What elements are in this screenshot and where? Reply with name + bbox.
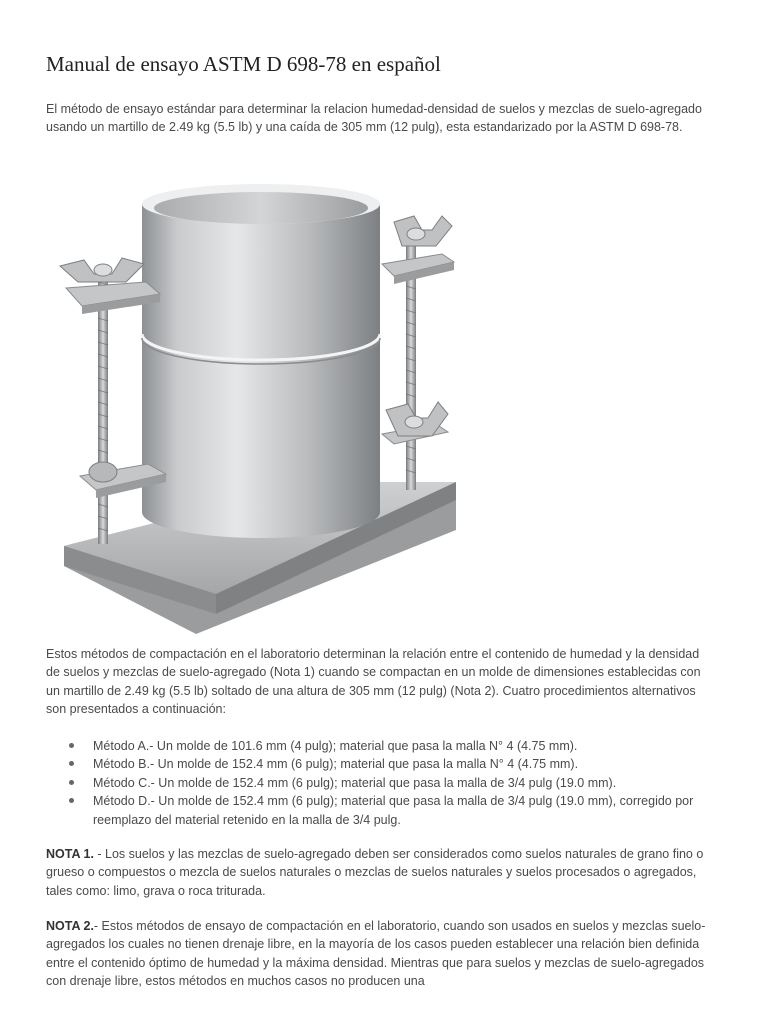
procedure-paragraph: Estos métodos de compactación en el laboratorio determinan la relación entre el contenido de humedad y la densidad de suelos y mezclas de suelo-agregado (Nota 1) cuando se compactan en un molde de dimensiones establecidas con un martillo de 2.49 kg (5.5 lb) soltado de una altura de 305 mm (12 pulg) (Nota 2). Cuatro procedimientos alternativos son presentados a continuación: bbox=[46, 647, 701, 717]
methods-list bbox=[46, 737, 714, 829]
nota-1 bbox=[46, 845, 714, 900]
intro-paragraph: El método de ensayo estándar para determinar la relacion humedad-densidad de suelos y mezclas de suelo-agregado usando un martillo de 2.49 kg (5.5 lb) y una caída de 305 mm (12 pulg), esta estandarizado por la ASTM D 698-78. bbox=[46, 102, 702, 135]
page-title: Manual de ensayo ASTM D 698-78 en español bbox=[46, 52, 441, 76]
nota-2 bbox=[46, 917, 714, 991]
bullet-icon bbox=[69, 761, 74, 766]
list-item: Método A.- Un molde de 101.6 mm (4 pulg); material que pasa la malla N° 4 (4.75 mm). bbox=[46, 737, 714, 755]
list-item: Método C.- Un molde de 152.4 mm (6 pulg); material que pasa la malla de 3/4 pulg (19.0 mm). bbox=[46, 774, 714, 792]
list-item: Método D.- Un molde de 152.4 mm (6 pulg); material que pasa la malla de 3/4 pulg (19.0 mm), corregido por reemplazo del material retenido en la malla de 3/4 pulg. bbox=[46, 792, 714, 829]
nota-1-label: NOTA 1. bbox=[46, 847, 94, 861]
nota-2-label: NOTA 2. bbox=[46, 919, 94, 933]
list-item: Método B.- Un molde de 152.4 mm (6 pulg); material que pasa la malla N° 4 (4.75 mm). bbox=[46, 755, 714, 773]
bullet-icon bbox=[69, 780, 74, 785]
bullet-icon bbox=[69, 743, 74, 748]
nota-1-text: - Los suelos y las mezclas de suelo-agregado deben ser considerados como suelos naturales de grano fino o grueso o compuestos o mezcla de suelos naturales o mezclas de suelos naturales y suelos procesados o agregados, tales como: limo, grava o roca triturada. bbox=[46, 847, 704, 898]
compaction-mold-photo bbox=[56, 182, 460, 634]
nota-2-text: - Estos métodos de ensayo de compactación en el laboratorio, cuando son usados en suelos y mezclas suelo-agregados los cuales no tienen drenaje libre, en la mayoría de los casos pueden establecer una relación bien definida entre el contenido óptimo de humedad y la máxima densidad. Mientras que para suelos y mezclas de suelo-agregados con drenaje libre, estos métodos en muchos casos no producen una bbox=[46, 919, 706, 989]
bullet-icon bbox=[69, 798, 74, 803]
